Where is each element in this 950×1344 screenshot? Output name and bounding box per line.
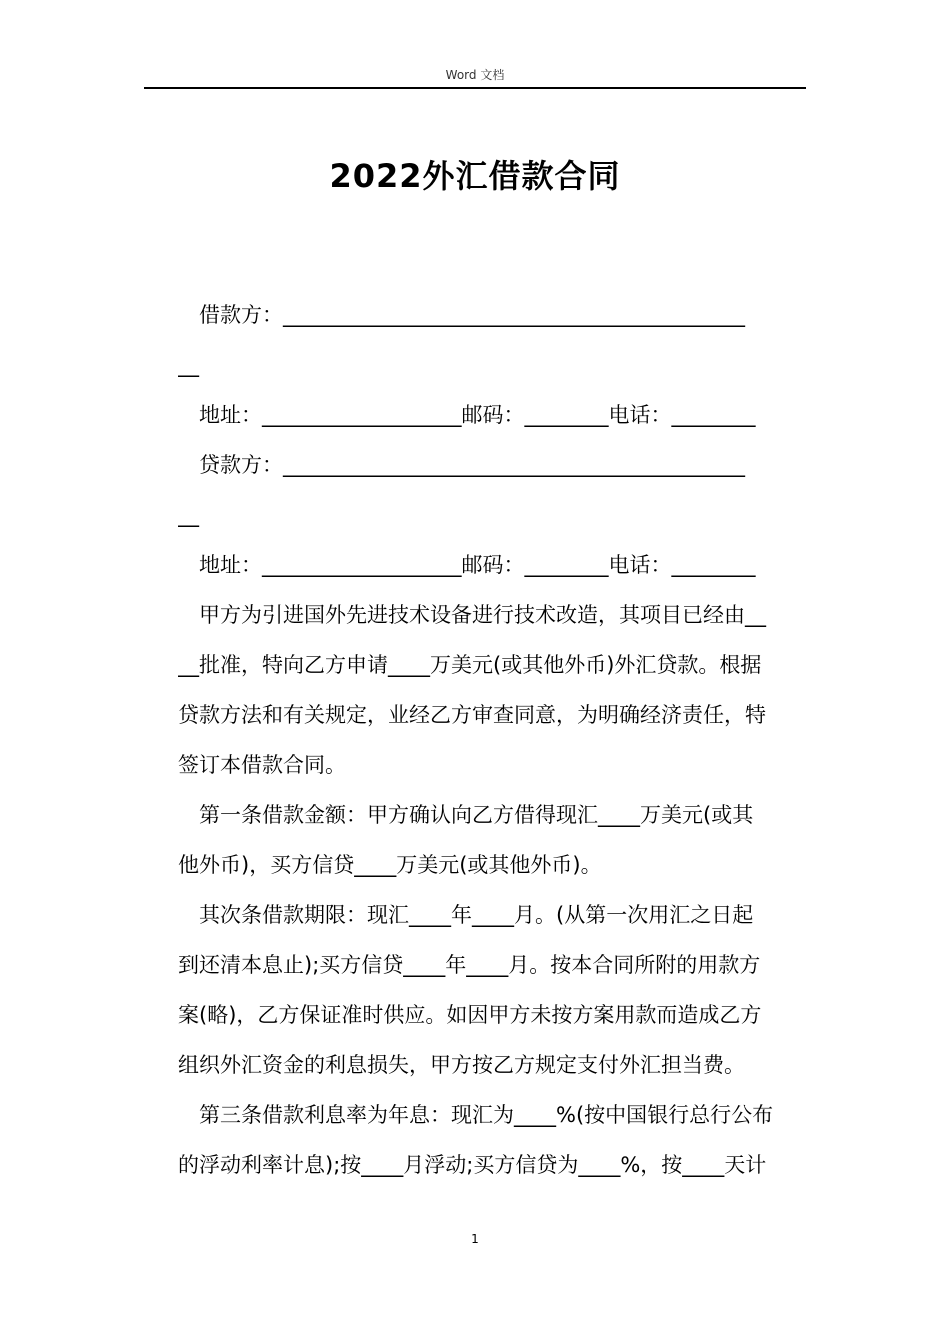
article-2-line: 到还清本息止);买方信贷____年____月。按本合同所附的用款方 xyxy=(178,953,761,977)
header-divider xyxy=(144,87,806,89)
article-2-line: 组织外汇资金的利息损失，甲方按乙方规定支付外汇担当费。 xyxy=(178,1053,745,1077)
borrower-address-line: 地址：___________________邮码：________电话：________ xyxy=(178,403,756,427)
article-1-line: 第一条借款金额：甲方确认向乙方借得现汇____万美元(或其 xyxy=(178,803,754,827)
preamble-line: 贷款方法和有关规定，业经乙方审查同意，为明确经济责任，特 xyxy=(178,703,766,727)
borrower-line-continued: __ xyxy=(178,353,199,377)
article-2-line: 案(略)，乙方保证准时供应。如因甲方未按方案用款而造成乙方 xyxy=(178,1003,762,1027)
document-title: 2022外汇借款合同 xyxy=(329,157,621,195)
borrower-line: 借款方：____________________________________________ xyxy=(178,303,745,327)
lender-address-line: 地址：___________________邮码：________电话：________ xyxy=(178,553,756,577)
lender-line: 贷款方：____________________________________________ xyxy=(178,453,745,477)
article-2-line: 其次条借款期限：现汇____年____月。(从第一次用汇之日起 xyxy=(178,903,754,927)
page-number: 1 xyxy=(471,1232,479,1246)
article-1-line: 他外币)，买方信贷____万美元(或其他外币)。 xyxy=(178,853,602,877)
lender-line-continued: __ xyxy=(178,503,199,527)
preamble-line: 甲方为引进国外先进技术设备进行技术改造，其项目已经由__ xyxy=(178,603,766,627)
article-3-line: 的浮动利率计息);按____月浮动;买方信贷为____%，按____天计 xyxy=(178,1153,767,1177)
preamble-line: 签订本借款合同。 xyxy=(178,753,346,777)
page-header: Word 文档 xyxy=(445,68,505,82)
preamble-line: __批准，特向乙方申请____万美元(或其他外币)外汇贷款。根据 xyxy=(178,653,762,677)
article-3-line: 第三条借款利息率为年息：现汇为____%(按中国银行总行公布 xyxy=(178,1103,774,1127)
